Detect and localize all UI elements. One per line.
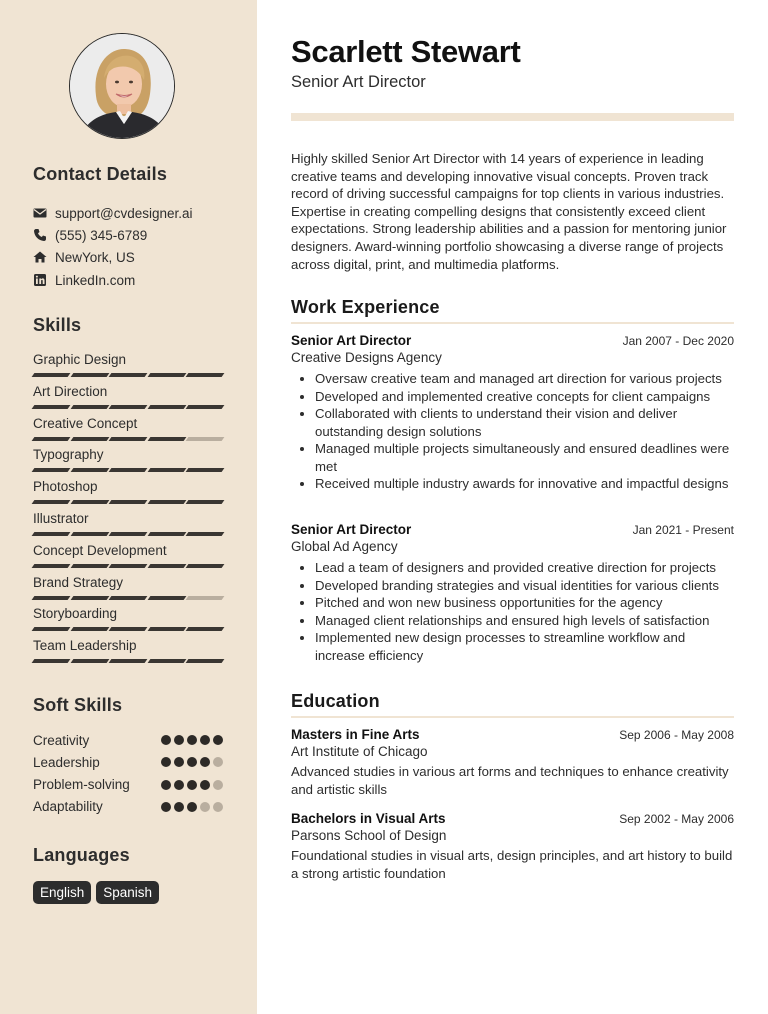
skill-level-segment [186,437,224,441]
skill-level-segment [186,532,224,536]
soft-skill-level-dot [187,780,197,790]
skill-level-segment [186,564,224,568]
education-entry [291,727,734,798]
skill-level-segment [147,564,185,568]
skill-label: Creative Concept [33,415,138,431]
profile-summary: Highly skilled Senior Art Director with 14 years of experience in leading creative teams and developing innovative visual concepts. Proven track record of driving successful campaigns for top clients in various industries. Expertise in creating compelling designs that consistently exceed client expectations. Strong leadership abilities and a passion for mentoring junior designers. Award-winning portfolio showcasing a diverse range of projects across digital, print, and multimedia platforms. [291,151,727,272]
skill-level-segment [109,405,147,409]
skill-level-segment [32,659,70,663]
skill-level-bars [33,500,223,504]
skill-level-segment [109,659,147,663]
skill-item [33,416,223,441]
profile-photo [69,33,175,139]
work-bullet: • Managed multiple projects simultaneously and ensured deadlines were met [315,440,734,475]
skill-level-segment [70,437,108,441]
soft-skill-item [33,754,223,770]
skill-level-segment [147,468,185,472]
contact-email-text: support@cvdesigner.ai [55,205,193,221]
skill-item [33,384,223,409]
skill-level-segment [32,373,70,377]
soft-skill-level-dots [161,802,223,812]
soft-skill-level-dot [213,780,223,790]
skill-level-segment [186,468,224,472]
skill-level-segment [109,500,147,504]
soft-skill-level-dot [213,735,223,745]
education-degree: Bachelors in Visual Arts [291,811,446,826]
skill-label: Brand Strategy [33,574,124,590]
skill-level-segment [109,437,147,441]
envelope-icon [33,206,47,220]
skill-level-segment [147,437,185,441]
work-bullet: • Developed branding strategies and visual identities for various clients [315,577,734,595]
skill-level-segment [32,627,70,631]
soft-skill-level-dot [200,802,210,812]
work-bullets [291,370,734,493]
soft-skill-level-dot [161,757,171,767]
skill-level-segment [147,659,185,663]
contact-linkedin[interactable] [33,271,135,289]
education-date: Sep 2002 - May 2006 [619,812,734,826]
skill-level-segment [109,373,147,377]
education-school: Art Institute of Chicago [291,744,428,759]
contact-phone-text: (555) 345-6789 [55,227,148,243]
skill-level-segment [32,532,70,536]
skill-level-bars [33,564,223,568]
skill-level-segment [186,596,224,600]
soft-skill-level-dot [161,780,171,790]
skill-level-segment [32,500,70,504]
skill-item [33,511,223,536]
skill-label: Team Leadership [33,638,137,654]
skill-level-bars [33,532,223,536]
soft-skill-level-dot [161,735,171,745]
skill-level-bars [33,659,223,663]
language-tag: English [33,881,91,904]
work-org: Creative Designs Agency [291,350,442,365]
skill-item [33,543,223,568]
skill-label: Art Direction [33,383,108,399]
skill-level-segment [32,564,70,568]
skill-level-segment [147,373,185,377]
soft-skills-heading: Soft Skills [33,695,123,715]
work-bullet: • Lead a team of designers and provided creative direction for projects [315,559,734,577]
skill-level-segment [70,468,108,472]
soft-skill-label: Creativity [33,732,90,748]
soft-skill-level-dot [200,757,210,767]
skill-level-segment [70,532,108,536]
work-bullet: • Collaborated with clients to understand their vision and deliver outstanding design solutions [315,405,734,440]
soft-skill-level-dot [213,802,223,812]
main-content [257,0,768,1014]
sidebar [0,0,257,1014]
language-tag: Spanish [96,881,159,904]
education-entry [291,811,734,882]
work-bullet: • Managed client relationships and ensured high levels of satisfaction [315,612,734,630]
skill-item [33,606,223,631]
skill-level-segment [147,500,185,504]
skill-level-segment [32,405,70,409]
contact-phone[interactable] [33,226,147,244]
skill-level-bars [33,468,223,472]
work-divider [291,322,734,324]
skill-level-bars [33,405,223,409]
soft-skill-item [33,777,223,793]
skill-level-segment [109,468,147,472]
skill-level-segment [186,627,224,631]
work-heading: Work Experience [291,297,440,317]
skill-level-segment [32,468,70,472]
soft-skill-level-dots [161,780,223,790]
skill-level-segment [109,627,147,631]
skill-level-segment [70,564,108,568]
skill-level-segment [32,596,70,600]
education-degree: Masters in Fine Arts [291,727,420,742]
skill-level-bars [33,627,223,631]
skill-item [33,352,223,377]
soft-skill-level-dot [213,757,223,767]
work-org: Global Ad Agency [291,539,398,554]
contact-email[interactable] [33,204,193,222]
education-heading: Education [291,691,380,711]
skill-level-segment [109,532,147,536]
work-bullet: • Received multiple industry awards for innovative and impactful designs [315,475,734,493]
skill-level-segment [109,564,147,568]
education-desc: Advanced studies in various art forms and techniques to enhance creativity and artistic skills [291,764,729,797]
work-entry [291,333,734,493]
soft-skill-item [33,732,223,748]
skill-level-segment [186,659,224,663]
skill-level-segment [147,405,185,409]
candidate-name: Scarlett Stewart [291,34,521,69]
languages-heading: Languages [33,845,130,865]
skills-heading: Skills [33,315,82,335]
home-icon [33,250,47,264]
education-desc: Foundational studies in visual arts, design principles, and art history to build a strong artistic foundation [291,848,733,881]
soft-skill-level-dots [161,735,223,745]
soft-skill-level-dot [200,735,210,745]
contact-linkedin-text: LinkedIn.com [55,272,136,288]
phone-icon [33,228,47,242]
skill-label: Illustrator [33,511,89,526]
work-bullet: • Implemented new design processes to streamline workflow and increase efficiency [315,629,734,664]
skill-level-segment [147,627,185,631]
soft-skill-level-dot [174,757,184,767]
skill-item [33,575,223,600]
skill-level-segment [186,373,224,377]
soft-skill-level-dot [200,780,210,790]
soft-skill-level-dot [187,757,197,767]
skill-level-segment [70,596,108,600]
skill-item [33,479,223,504]
skill-level-bars [33,437,223,441]
soft-skill-label: Problem-solving [33,777,130,793]
skill-item [33,638,223,663]
work-role: Senior Art Director [291,522,412,537]
profile-photo-illustration [70,34,175,139]
skill-label: Typography [33,447,104,463]
work-date: Jan 2021 - Present [632,523,734,537]
soft-skill-item [33,799,223,815]
soft-skill-level-dot [174,735,184,745]
work-role: Senior Art Director [291,333,412,348]
skill-level-bars [33,373,223,377]
skill-level-segment [147,532,185,536]
languages-list [33,881,159,904]
skill-label: Photoshop [33,479,98,495]
header-divider [291,113,734,121]
skill-label: Concept Development [33,542,167,558]
work-bullet: • Pitched and won new business opportunities for the agency [315,594,734,612]
candidate-title: Senior Art Director [291,73,426,91]
work-bullet: • Developed and implemented creative concepts for client campaigns [315,388,734,406]
work-date: Jan 2007 - Dec 2020 [622,334,734,348]
soft-skill-label: Leadership [33,754,100,770]
soft-skill-label: Adaptability [33,799,103,815]
soft-skill-level-dot [161,802,171,812]
skill-level-segment [70,659,108,663]
skill-level-segment [70,373,108,377]
skill-level-segment [70,627,108,631]
education-divider [291,716,734,718]
contact-heading: Contact Details [33,164,168,184]
education-date: Sep 2006 - May 2008 [619,728,734,742]
work-entry [291,522,734,664]
skill-level-segment [186,405,224,409]
skill-level-segment [70,405,108,409]
soft-skill-level-dot [174,802,184,812]
linkedin-icon [33,273,47,287]
contact-location-text: NewYork, US [55,249,135,265]
skill-level-segment [32,437,70,441]
skill-level-segment [147,596,185,600]
skill-level-segment [70,500,108,504]
soft-skill-level-dot [174,780,184,790]
skill-item [33,447,223,472]
work-bullet: • Oversaw creative team and managed art direction for various projects [315,370,734,388]
skill-level-segment [186,500,224,504]
work-bullets [291,559,734,664]
skill-label: Storyboarding [33,606,118,622]
skill-level-segment [109,596,147,600]
soft-skill-level-dot [187,735,197,745]
contact-location [33,248,135,266]
skill-label: Graphic Design [33,352,127,367]
soft-skill-level-dot [187,802,197,812]
skill-level-bars [33,596,223,600]
education-school: Parsons School of Design [291,828,447,843]
soft-skill-level-dots [161,757,223,767]
